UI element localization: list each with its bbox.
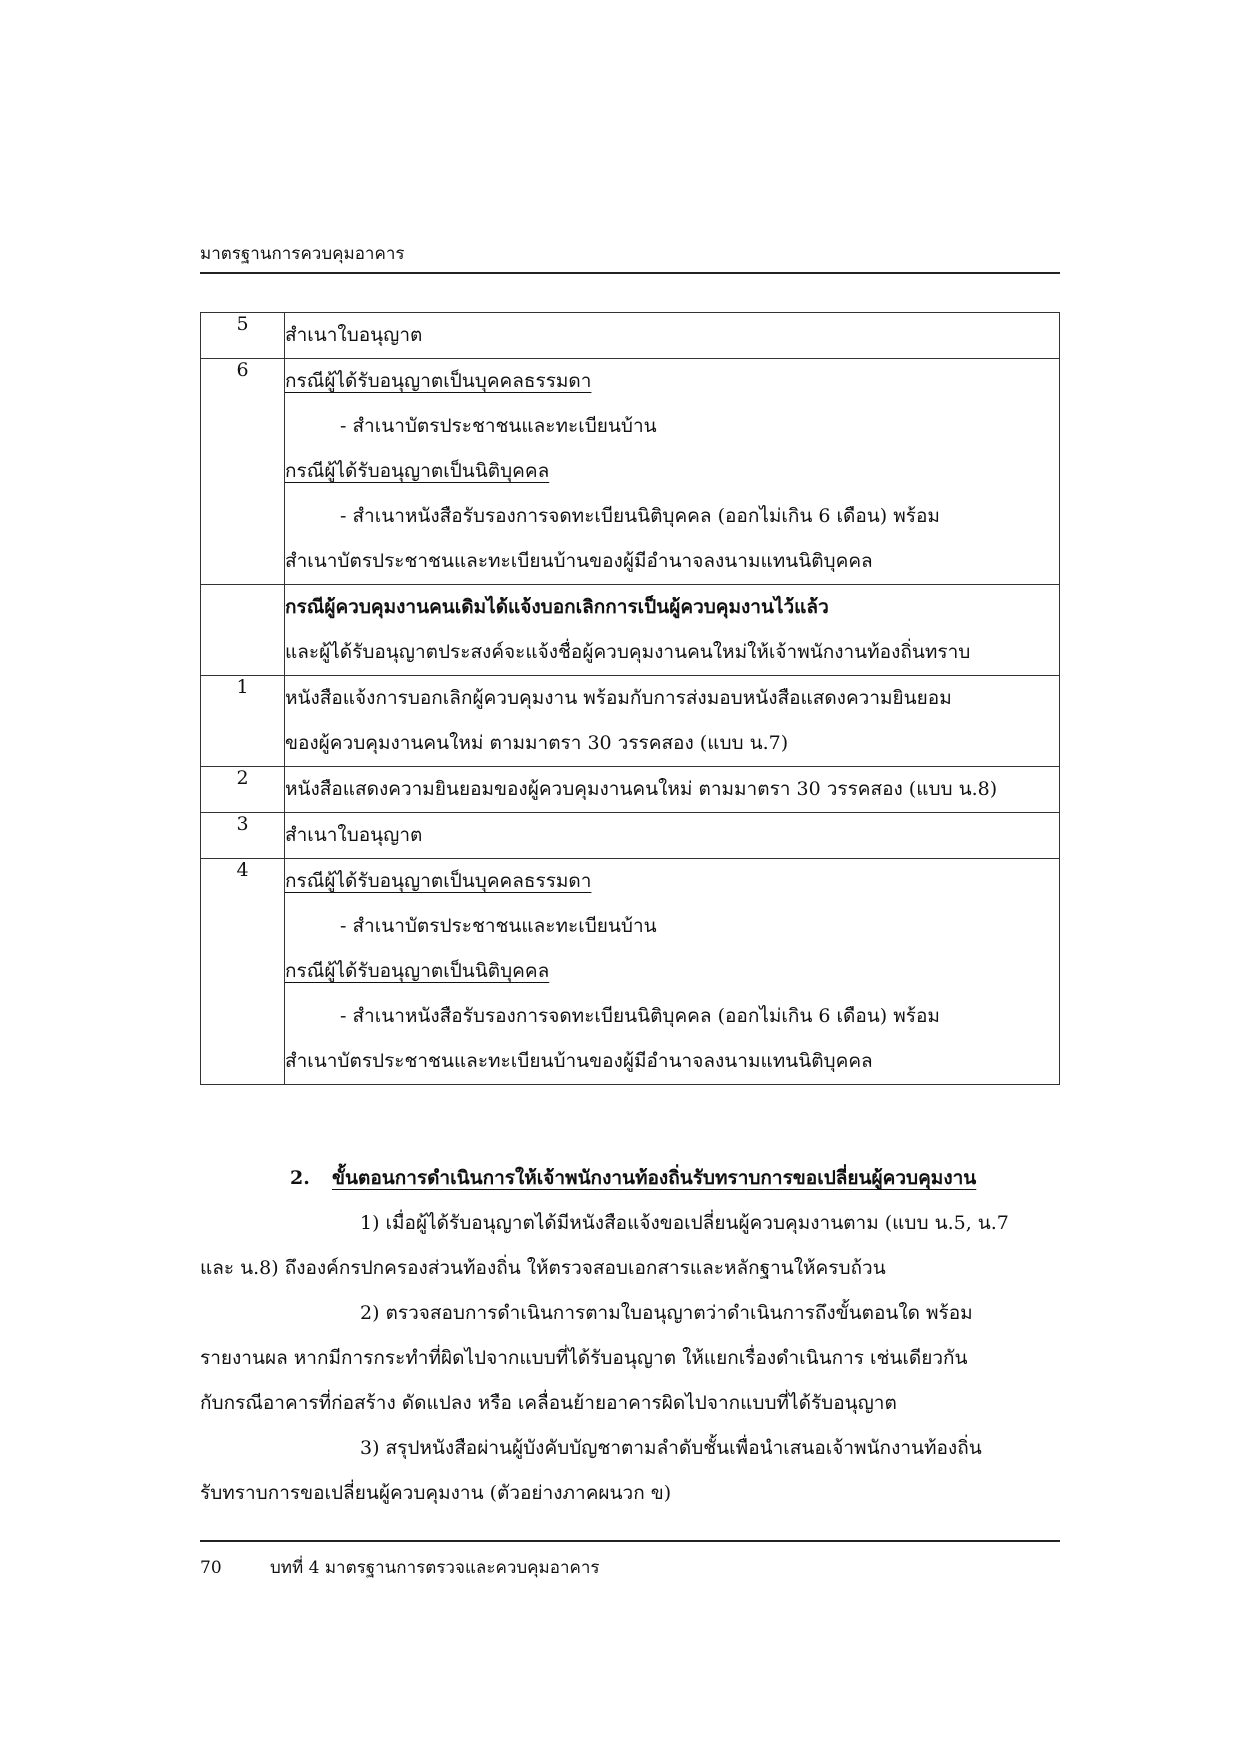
- page-number: 70: [200, 1558, 222, 1578]
- table-row: [201, 313, 1060, 359]
- row-content: [285, 585, 1060, 676]
- table-row: [201, 359, 1060, 585]
- header-rule: [200, 272, 1060, 274]
- row-text-line: สำเนาใบอนุญาต: [285, 824, 423, 846]
- row-text-line: สำเนาบัตรประชาชนและทะเบียนบ้านของผู้มีอำนาจลงนามแทนนิติบุคคล: [285, 550, 873, 572]
- row-content: [285, 359, 1060, 585]
- paragraph-line: 1) เมื่อผู้ได้รับอนุญาตได้มีหนังสือแจ้งขอเปลี่ยนผู้ควบคุมงานตาม (แบบ น.5, น.7: [360, 1212, 1009, 1234]
- procedure-section: [200, 1155, 1060, 1516]
- row-text-line: กรณีผู้ได้รับอนุญาตเป็นบุคคลธรรมดา: [285, 370, 592, 392]
- row-number: 5: [201, 313, 285, 359]
- row-number: 4: [201, 859, 285, 1085]
- row-text-line: - สำเนาบัตรประชาชนและทะเบียนบ้าน: [340, 915, 657, 937]
- table-row: [201, 767, 1060, 813]
- section-heading: [200, 1155, 1060, 1201]
- row-text-line: กรณีผู้ได้รับอนุญาตเป็นบุคคลธรรมดา: [285, 870, 592, 892]
- table-row: [201, 585, 1060, 676]
- page-footer: [200, 1556, 1060, 1580]
- row-text-line: - สำเนาหนังสือรับรองการจดทะเบียนนิติบุคคล (ออกไม่เกิน 6 เดือน) พร้อม: [340, 505, 940, 527]
- row-text-line: หนังสือแจ้งการบอกเลิกผู้ควบคุมงาน พร้อมกับการส่งมอบหนังสือแสดงความยินยอม: [285, 687, 952, 709]
- row-text-line: หนังสือแสดงความยินยอมของผู้ควบคุมงานคนใหม่ ตามมาตรา 30 วรรคสอง (แบบ น.8): [285, 778, 998, 800]
- row-text-line: และผู้ได้รับอนุญาตประสงค์จะแจ้งชื่อผู้ควบคุมงานคนใหม่ให้เจ้าพนักงานท้องถิ่นทราบ: [285, 641, 971, 663]
- paragraph-line: 3) สรุปหนังสือผ่านผู้บังคับบัญชาตามลำดับชั้นเพื่อนำเสนอเจ้าพนักงานท้องถิ่น: [360, 1437, 982, 1459]
- row-text-line: - สำเนาหนังสือรับรองการจดทะเบียนนิติบุคคล (ออกไม่เกิน 6 เดือน) พร้อม: [340, 1005, 940, 1027]
- row-text-line: กรณีผู้ควบคุมงานคนเดิมได้แจ้งบอกเลิกการเป็นผู้ควบคุมงานไว้แล้ว: [285, 596, 829, 618]
- row-text-line: กรณีผู้ได้รับอนุญาตเป็นนิติบุคคล: [285, 960, 550, 982]
- row-number: 3: [201, 813, 285, 859]
- paragraph: [200, 1291, 1060, 1426]
- paragraph: [200, 1201, 1060, 1291]
- document-checklist-table: [200, 312, 1060, 1085]
- section-title: ขั้นตอนการดำเนินการให้เจ้าพนักงานท้องถิ่นรับทราบการขอเปลี่ยนผู้ควบคุมงาน: [332, 1167, 977, 1189]
- paragraph: [200, 1426, 1060, 1516]
- row-content: [285, 313, 1060, 359]
- running-header: มาตรฐานการควบคุมอาคาร: [200, 244, 405, 264]
- row-text-line: ของผู้ควบคุมงานคนใหม่ ตามมาตรา 30 วรรคสอง (แบบ น.7): [285, 732, 789, 754]
- row-content: [285, 676, 1060, 767]
- paragraph-line: 2) ตรวจสอบการดำเนินการตามใบอนุญาตว่าดำเนินการถึงขั้นตอนใด พร้อม: [360, 1302, 973, 1324]
- row-number: 1: [201, 676, 285, 767]
- table-body: [201, 313, 1060, 1085]
- row-content: [285, 767, 1060, 813]
- row-text-line: - สำเนาบัตรประชาชนและทะเบียนบ้าน: [340, 415, 657, 437]
- table-row: [201, 859, 1060, 1085]
- row-text-line: สำเนาใบอนุญาต: [285, 324, 423, 346]
- paragraph-line: รับทราบการขอเปลี่ยนผู้ควบคุมงาน (ตัวอย่างภาคผนวก ข): [200, 1482, 672, 1504]
- row-text-line: สำเนาบัตรประชาชนและทะเบียนบ้านของผู้มีอำนาจลงนามแทนนิติบุคคล: [285, 1050, 873, 1072]
- footer-rule: [200, 1540, 1060, 1542]
- row-content: [285, 859, 1060, 1085]
- paragraph-line: รายงานผล หากมีการกระทำที่ผิดไปจากแบบที่ได้รับอนุญาต ให้แยกเรื่องดำเนินการ เช่นเดียวกัน: [200, 1347, 968, 1369]
- paragraph-line: กับกรณีอาคารที่ก่อสร้าง ดัดแปลง หรือ เคลื่อนย้ายอาคารผิดไปจากแบบที่ได้รับอนุญาต: [200, 1392, 897, 1414]
- table-row: [201, 676, 1060, 767]
- table-row: [201, 813, 1060, 859]
- paragraph-line: และ น.8) ถึงองค์กรปกครองส่วนท้องถิ่น ให้ตรวจสอบเอกสารและหลักฐานให้ครบถ้วน: [200, 1257, 886, 1279]
- row-number: 6: [201, 359, 285, 585]
- chapter-title: บทที่ 4 มาตรฐานการตรวจและควบคุมอาคาร: [270, 1558, 600, 1578]
- row-text-line: กรณีผู้ได้รับอนุญาตเป็นนิติบุคคล: [285, 460, 550, 482]
- row-number: 2: [201, 767, 285, 813]
- row-number: [201, 585, 285, 676]
- section-number: 2.: [290, 1167, 310, 1189]
- row-content: [285, 813, 1060, 859]
- section-paragraphs: [200, 1201, 1060, 1516]
